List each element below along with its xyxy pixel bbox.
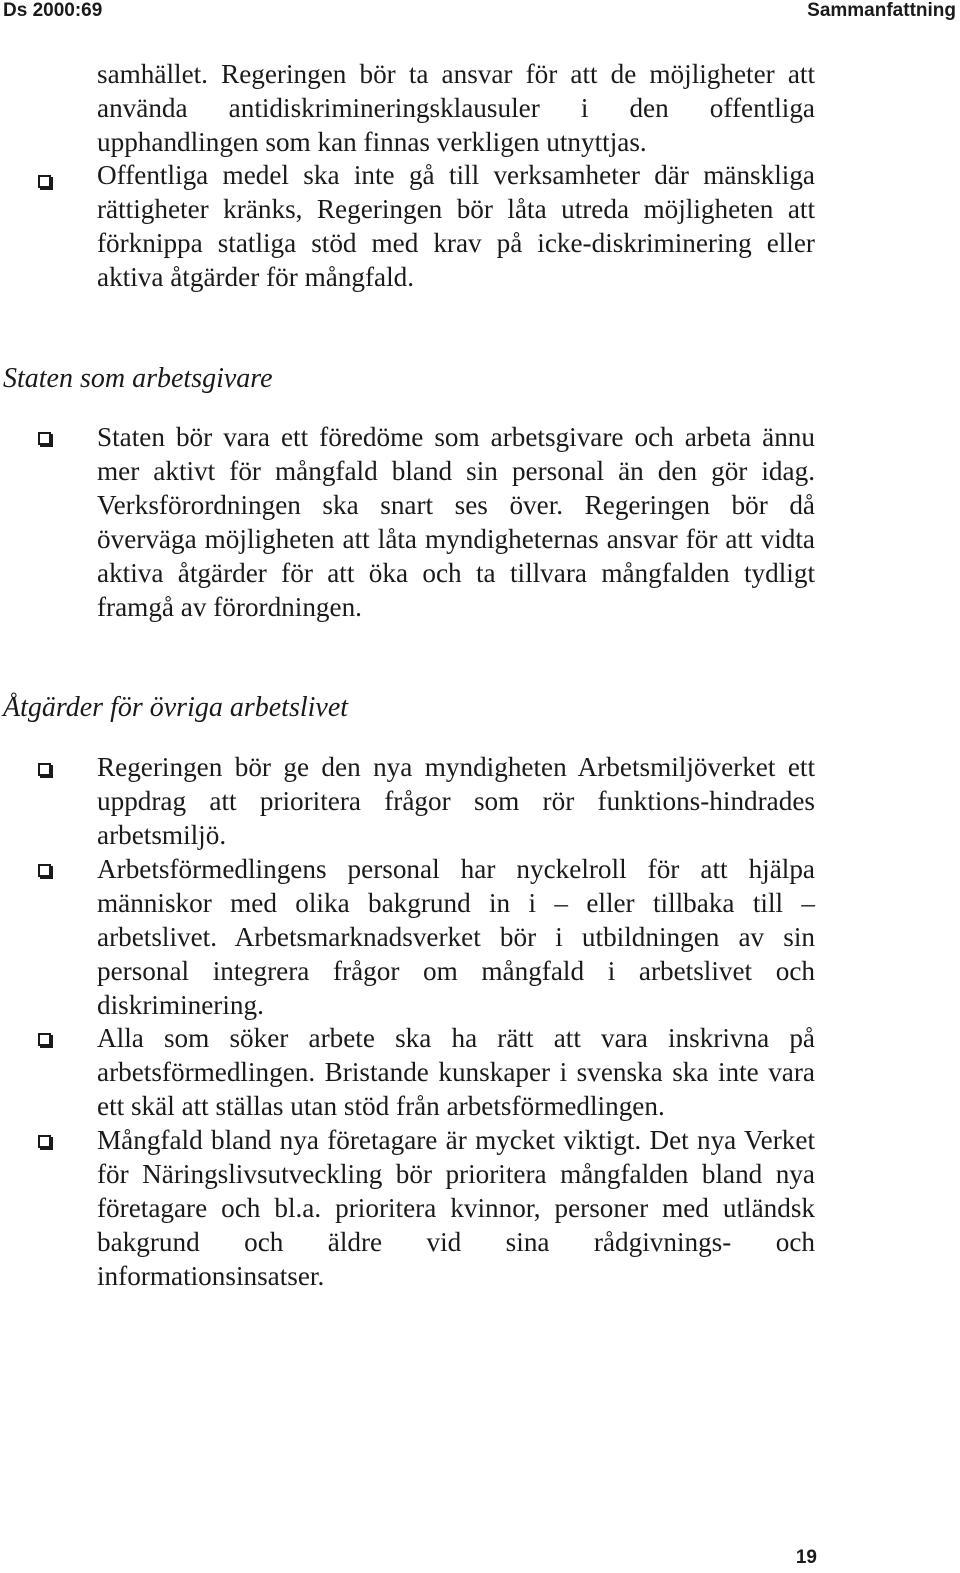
- checkbox-bullet-icon: [38, 1033, 51, 1046]
- checkbox-bullet-icon: [38, 1135, 51, 1148]
- section-heading: Åtgärder för övriga arbetslivet: [3, 692, 349, 723]
- section-heading: Staten som arbetsgivare: [3, 363, 273, 394]
- checkbox-bullet-icon: [38, 432, 51, 445]
- list-item: Alla som söker arbete ska ha rätt att vara inskrivna på arbetsförmedlingen. Bristande kunskaper i svenska ska inte vara ett skäl att ställas utan stöd från arbetsförmedlingen.: [97, 1023, 815, 1121]
- page-number: 19: [795, 1547, 817, 1568]
- list-item: Mångfald bland nya företagare är mycket viktigt. Det nya Verket för Näringslivsutveckling bör prioritera mångfalden bland nya företagare och bl.a. prioritera kvinnor, personer med utländsk bakgrund och äldre vid sina rådgivnings- och informationsinsatser.: [97, 1125, 815, 1291]
- list-item: Staten bör vara ett föredöme som arbetsgivare och arbeta ännu mer aktivt för mångfald bland sin personal än den gör idag. Verksförordningen ska snart ses över. Regeringen bör då överväga möjligheten att låta myndigheternas ansvar för att vidta aktiva åtgärder för att öka och ta tillvara mångfalden tydligt framgå av förordningen.: [97, 422, 815, 622]
- checkbox-bullet-icon: [38, 864, 51, 877]
- list-item: Regeringen bör ge den nya myndigheten Arbetsmiljöverket ett uppdrag att prioritera frågor som rör funktions-hindrades arbetsmiljö.: [97, 752, 815, 850]
- list-item: Arbetsförmedlingens personal har nyckelroll för att hjälpa människor med olika bakgrund in i – eller tillbaka till – arbetslivet. Arbetsmarknadsverket bör i utbildningen av sin personal integrera frågor om mångfald i arbetslivet och diskriminering.: [97, 854, 815, 1020]
- checkbox-bullet-icon: [38, 763, 51, 776]
- intro-continuation: samhället. Regeringen bör ta ansvar för att de möjligheter att använda antidiskrimineringsklausuler i den offentliga upphandlingen som kan finnas verkligen utnyttjas.: [97, 59, 815, 157]
- checkbox-bullet-icon: [38, 175, 51, 188]
- list-item: Offentliga medel ska inte gå till verksamheter där mänskliga rättigheter kränks, Regeringen bör låta utreda möjligheten att förknippa statliga stöd med krav på icke-diskriminering eller aktiva åtgärder för mångfald.: [97, 160, 815, 292]
- document-id: Ds 2000:69: [3, 0, 103, 21]
- section-title: Sammanfattning: [807, 0, 956, 21]
